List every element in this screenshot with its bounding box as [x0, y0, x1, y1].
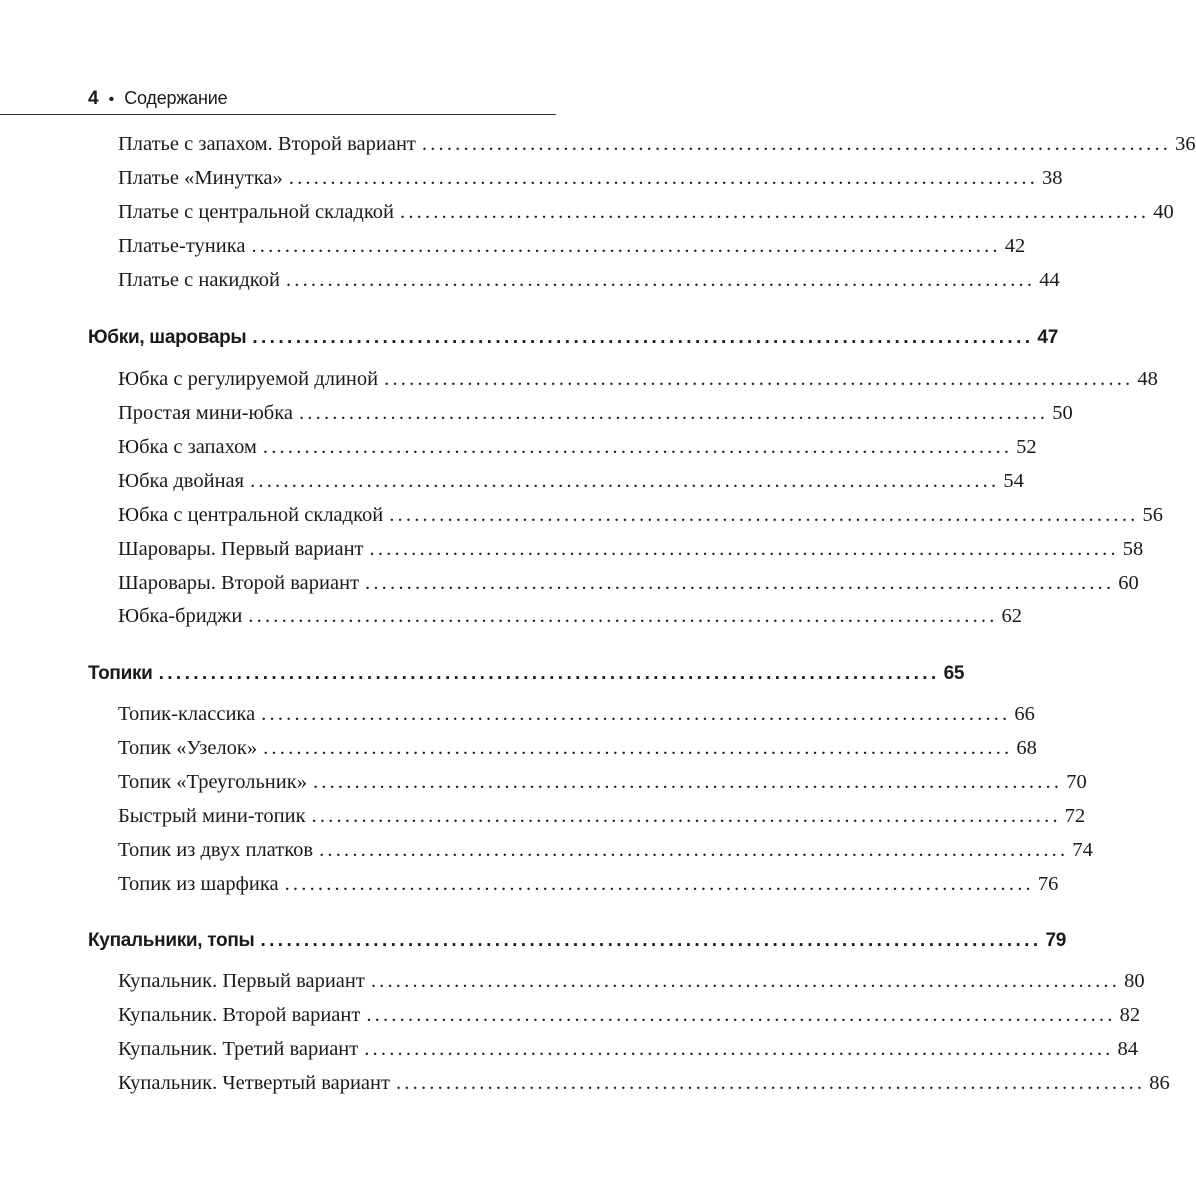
toc-entry-page: 42 — [1004, 235, 1026, 257]
dot-leader: .......................................................................................... — [263, 737, 1013, 759]
dot-leader: .......................................................................................... — [311, 805, 1061, 827]
toc-entry[interactable] — [118, 269, 1060, 297]
dot-leader: .......................................................................................... — [251, 235, 1001, 257]
toc-section-title: Топики — [88, 663, 153, 684]
dot-leader: .......................................................................................... — [260, 930, 1042, 951]
toc-entry-title: Платье «Минутка» — [118, 167, 283, 189]
toc-entry-title: Топик из шарфика — [118, 873, 279, 895]
toc-entry[interactable] — [118, 873, 1059, 901]
running-head-title: Содержание — [124, 88, 228, 108]
toc-entry-title: Топик «Узелок» — [118, 737, 258, 759]
dot-leader: .......................................................................................... — [261, 703, 1011, 725]
toc-entry[interactable] — [118, 1072, 1170, 1100]
dot-leader: .......................................................................................... — [369, 538, 1119, 560]
toc-entry-page: 52 — [1016, 436, 1037, 458]
toc-entry-page: 56 — [1142, 504, 1163, 526]
toc-entry[interactable] — [118, 839, 1093, 867]
dot-leader: .......................................................................................... — [252, 327, 1034, 348]
running-head — [88, 88, 227, 110]
toc-entry-title: Топик из двух платков — [118, 839, 314, 861]
toc-entry-page: 40 — [1153, 201, 1174, 223]
toc-entry-title: Юбка с регулируемой длиной — [118, 368, 379, 390]
dot-leader: .......................................................................................... — [384, 368, 1134, 390]
toc-entry-title: Платье-туника — [118, 235, 246, 257]
toc-entry-title: Топик-классика — [118, 703, 256, 725]
toc-entry-page: 50 — [1052, 402, 1073, 424]
dot-leader: .......................................................................................... — [285, 269, 1036, 291]
header-rule — [0, 114, 556, 115]
toc-entry-title: Купальник. Четвертый вариант — [118, 1072, 390, 1094]
dot-leader: .......................................................................................... — [400, 201, 1150, 223]
toc-entry-title: Топик «Треугольник» — [118, 771, 307, 793]
toc-entry[interactable] — [118, 703, 1035, 731]
toc-entry[interactable] — [118, 1038, 1138, 1066]
toc-entry-title: Простая мини-юбка — [118, 402, 293, 424]
toc-entry[interactable] — [118, 805, 1086, 833]
toc-entry-page: 60 — [1118, 572, 1139, 594]
toc-entry-title: Шаровары. Первый вариант — [118, 538, 364, 560]
toc-entry[interactable] — [118, 167, 1063, 195]
toc-entry-page: 80 — [1124, 970, 1145, 992]
toc-section-page: 47 — [1037, 327, 1058, 348]
toc-entry[interactable] — [118, 970, 1145, 998]
toc-entry-page: 82 — [1119, 1004, 1141, 1026]
dot-leader: .......................................................................................... — [364, 1038, 1114, 1060]
dot-leader: .......................................................................................... — [421, 133, 1172, 155]
toc-entry-title: Юбка с запахом — [118, 436, 257, 458]
dot-leader: .......................................................................................... — [298, 402, 1049, 424]
toc-entry-page: 48 — [1137, 368, 1158, 390]
dot-leader: .......................................................................................... — [389, 504, 1139, 526]
dot-leader: .......................................................................................... — [370, 970, 1121, 992]
toc-section-title: Купальники, топы — [88, 930, 255, 951]
toc-entry-title: Юбка-бриджи — [118, 605, 243, 627]
dot-leader: .......................................................................................... — [158, 663, 940, 684]
toc-section[interactable] — [88, 930, 1067, 958]
toc-section-title: Юбки, шаровары — [88, 327, 247, 348]
toc-entry-page: 36 — [1175, 133, 1196, 155]
toc-entry[interactable] — [118, 201, 1174, 229]
toc-entry-title: Платье с центральной складкой — [118, 201, 394, 223]
header-separator: • — [108, 91, 115, 108]
toc-entry-title: Платье с запахом. Второй вариант — [118, 133, 416, 155]
toc-entry[interactable] — [118, 402, 1073, 430]
dot-leader: .......................................................................................... — [366, 1004, 1116, 1026]
toc-entry-page: 62 — [1001, 605, 1023, 627]
toc-entry[interactable] — [118, 436, 1037, 464]
toc-entry-page: 58 — [1122, 538, 1144, 560]
toc-section[interactable] — [88, 327, 1058, 355]
toc-section[interactable] — [88, 663, 965, 691]
toc-entry-title: Шаровары. Второй вариант — [118, 572, 360, 594]
toc-entry-page: 84 — [1117, 1038, 1138, 1060]
toc-entry-page: 44 — [1039, 269, 1060, 291]
toc-section-page: 79 — [1045, 930, 1067, 951]
toc-entry-page: 68 — [1016, 737, 1037, 759]
toc-entry-page: 66 — [1014, 703, 1035, 725]
toc-entry-title: Купальник. Первый вариант — [118, 970, 365, 992]
toc-entry-page: 86 — [1149, 1072, 1170, 1094]
toc-entry-page: 54 — [1003, 470, 1024, 492]
dot-leader: .......................................................................................... — [262, 436, 1013, 458]
toc-section-page: 65 — [943, 663, 965, 684]
toc-entry[interactable] — [118, 368, 1158, 396]
toc-entry[interactable] — [118, 538, 1144, 566]
toc-entry-page: 70 — [1066, 771, 1087, 793]
toc-entry[interactable] — [118, 572, 1139, 600]
dot-leader: .......................................................................................... — [248, 605, 998, 627]
toc-entry[interactable] — [118, 235, 1026, 263]
toc-entry-title: Быстрый мини-топик — [118, 805, 306, 827]
dot-leader: .......................................................................................... — [312, 771, 1063, 793]
toc-entry-title: Юбка с центральной складкой — [118, 504, 384, 526]
toc-entry-title: Платье с накидкой — [118, 269, 280, 291]
toc-entry[interactable] — [118, 1004, 1141, 1032]
dot-leader: .......................................................................................... — [319, 839, 1069, 861]
toc-entry[interactable] — [118, 771, 1087, 799]
toc-entry[interactable] — [118, 504, 1163, 532]
toc-entry-title: Купальник. Третий вариант — [118, 1038, 359, 1060]
dot-leader: .......................................................................................... — [365, 572, 1115, 594]
page-number: 4 — [88, 88, 99, 109]
toc-entry-page: 38 — [1042, 167, 1063, 189]
toc-entry-page: 74 — [1072, 839, 1093, 861]
dot-leader: .......................................................................................... — [288, 167, 1039, 189]
dot-leader: .......................................................................................... — [284, 873, 1034, 895]
toc-entry[interactable] — [118, 737, 1037, 765]
toc-entry-title: Юбка двойная — [118, 470, 245, 492]
toc-entry[interactable] — [118, 605, 1023, 633]
toc-entry[interactable] — [118, 133, 1196, 161]
toc-entry-page: 72 — [1064, 805, 1086, 827]
toc-entry-title: Купальник. Второй вариант — [118, 1004, 361, 1026]
dot-leader: .......................................................................................... — [395, 1072, 1146, 1094]
toc-entry[interactable] — [118, 470, 1024, 498]
toc-entry-page: 76 — [1037, 873, 1059, 895]
dot-leader: .......................................................................................... — [250, 470, 1000, 492]
